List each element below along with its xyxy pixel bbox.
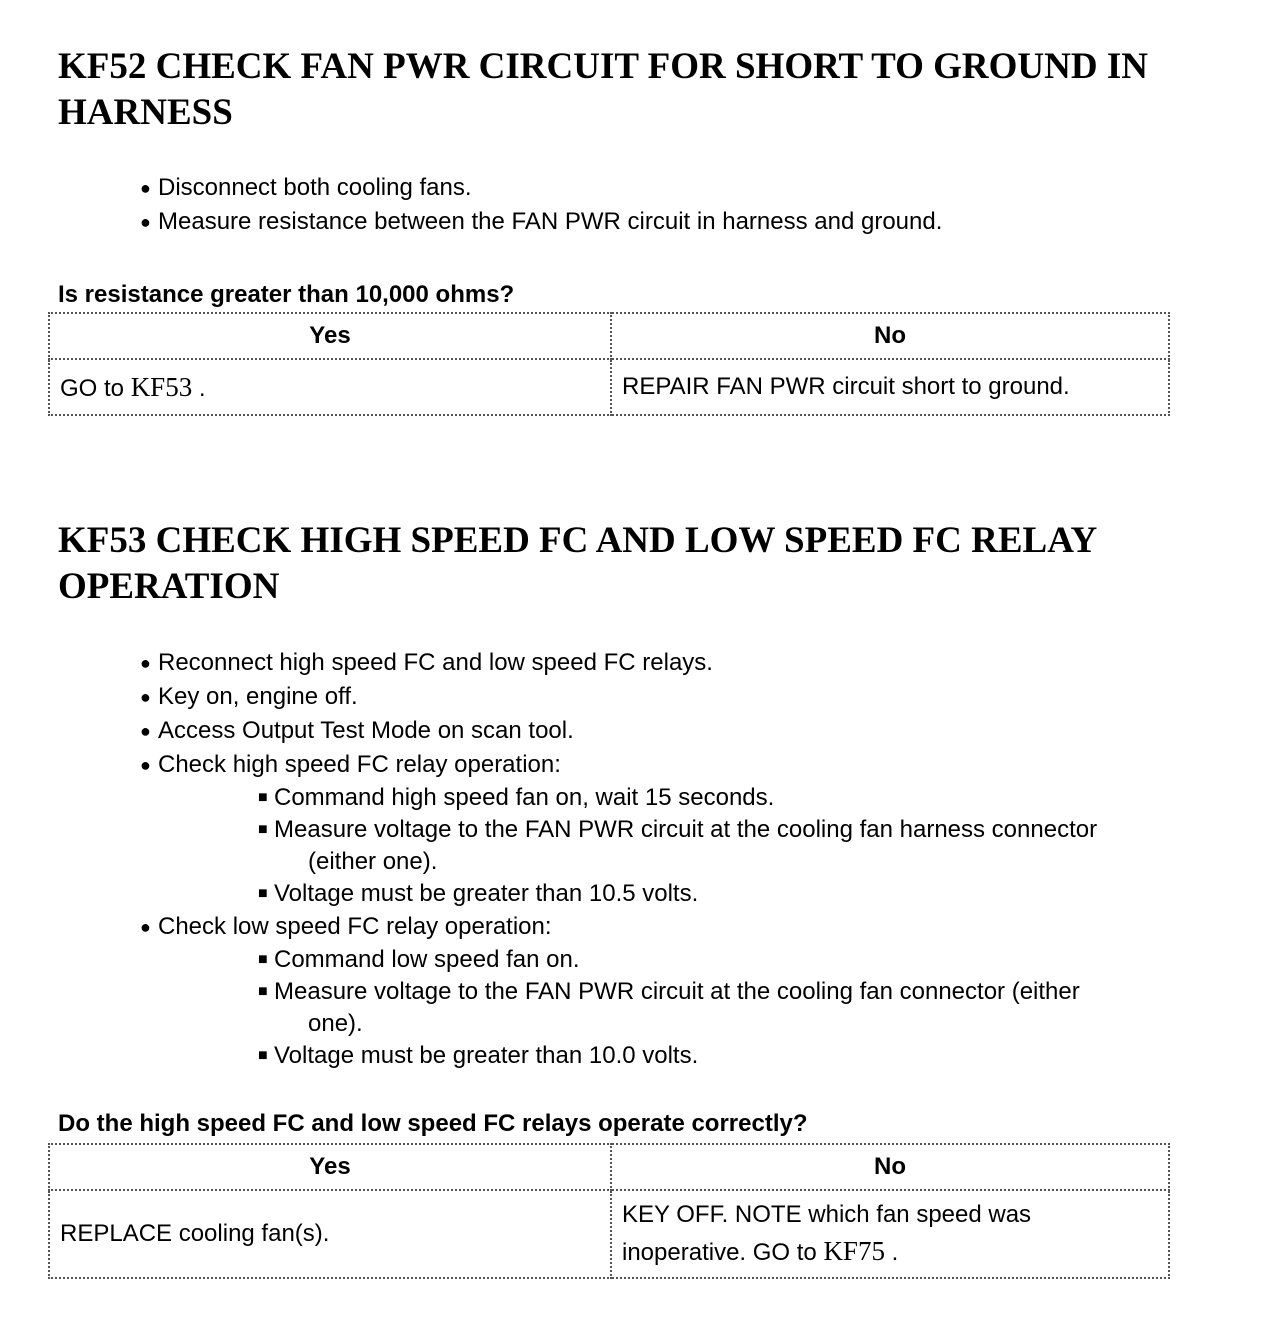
- kf53-steps: [140, 646, 1240, 1072]
- kf75-link[interactable]: KF75: [823, 1236, 885, 1266]
- sub-item: ■ Command high speed fan on, wait 15 seconds.: [258, 782, 1240, 814]
- square-bullet-icon: ■: [258, 1047, 268, 1064]
- high-speed-substeps: [158, 782, 1240, 910]
- kf52-title: KF52 CHECK FAN PWR CIRCUIT FOR SHORT TO GROUND IN HARNESS: [58, 46, 1148, 133]
- bullet-icon: ●: [140, 653, 151, 673]
- list-item: ● Measure resistance between the FAN PWR circuit in harness and ground.: [140, 205, 1240, 239]
- list-item: ● Disconnect both cooling fans.: [140, 171, 1240, 205]
- sub-item: ■ Measure voltage to the FAN PWR circuit at the cooling fan harness connector (either one).: [258, 816, 1098, 875]
- yes-header: Yes: [49, 313, 611, 359]
- low-speed-substeps: [158, 944, 1240, 1072]
- list-item: ● Check low speed FC relay operation: ■ Command low speed fan on. ■ Measure voltage to the FAN PWR circuit at the cooling fan connector (either one). ■ Voltage must be greater than 10.0 volts.: [140, 910, 1240, 1072]
- kf52-steps: [140, 171, 1240, 239]
- no-header: No: [611, 1144, 1169, 1190]
- bullet-icon: ●: [140, 212, 151, 232]
- no-header: No: [611, 313, 1169, 359]
- square-bullet-icon: ■: [258, 983, 268, 1000]
- square-bullet-icon: ■: [258, 821, 268, 838]
- no-cell: REPAIR FAN PWR circuit short to ground.: [611, 359, 1169, 415]
- sub-item: ■ Measure voltage to the FAN PWR circuit at the cooling fan connector (either one).: [258, 978, 1080, 1037]
- sub-item: ■ Voltage must be greater than 10.5 volts.: [258, 878, 1240, 910]
- bullet-icon: ●: [140, 721, 151, 741]
- yes-cell: GO to KF53 .: [49, 359, 611, 415]
- sub-item: ■ Command low speed fan on.: [258, 944, 1240, 976]
- square-bullet-icon: ■: [258, 789, 268, 806]
- yes-header: Yes: [49, 1144, 611, 1190]
- kf53-title: KF53 CHECK HIGH SPEED FC AND LOW SPEED FC RELAY OPERATION: [58, 520, 1096, 607]
- sub-item: ■ Voltage must be greater than 10.0 volts.: [258, 1040, 1240, 1072]
- bullet-icon: ●: [140, 178, 151, 198]
- square-bullet-icon: ■: [258, 885, 268, 902]
- no-cell: KEY OFF. NOTE which fan speed was inoperative. GO to KF75 .: [611, 1190, 1169, 1278]
- kf52-question: Is resistance greater than 10,000 ohms?: [58, 281, 515, 308]
- kf52-answer-table: [48, 312, 1170, 416]
- list-item: ● Check high speed FC relay operation: ■ Command high speed fan on, wait 15 seconds. ■ Measure voltage to the FAN PWR circuit at the cooling fan harness connector (either one). ■ Voltage must be greater than 10.5 volts.: [140, 748, 1240, 910]
- kf53-answer-table: [48, 1143, 1170, 1279]
- bullet-icon: ●: [140, 917, 151, 937]
- kf53-question: Do the high speed FC and low speed FC relays operate correctly?: [58, 1110, 808, 1137]
- yes-cell: REPLACE cooling fan(s).: [49, 1190, 611, 1278]
- list-item: ● Key on, engine off.: [140, 680, 1240, 714]
- square-bullet-icon: ■: [258, 951, 268, 968]
- list-item: ● Access Output Test Mode on scan tool.: [140, 714, 1240, 748]
- kf53-link[interactable]: KF53: [130, 371, 193, 402]
- list-item: ● Reconnect high speed FC and low speed FC relays.: [140, 646, 1240, 680]
- bullet-icon: ●: [140, 687, 151, 707]
- bullet-icon: ●: [140, 755, 151, 775]
